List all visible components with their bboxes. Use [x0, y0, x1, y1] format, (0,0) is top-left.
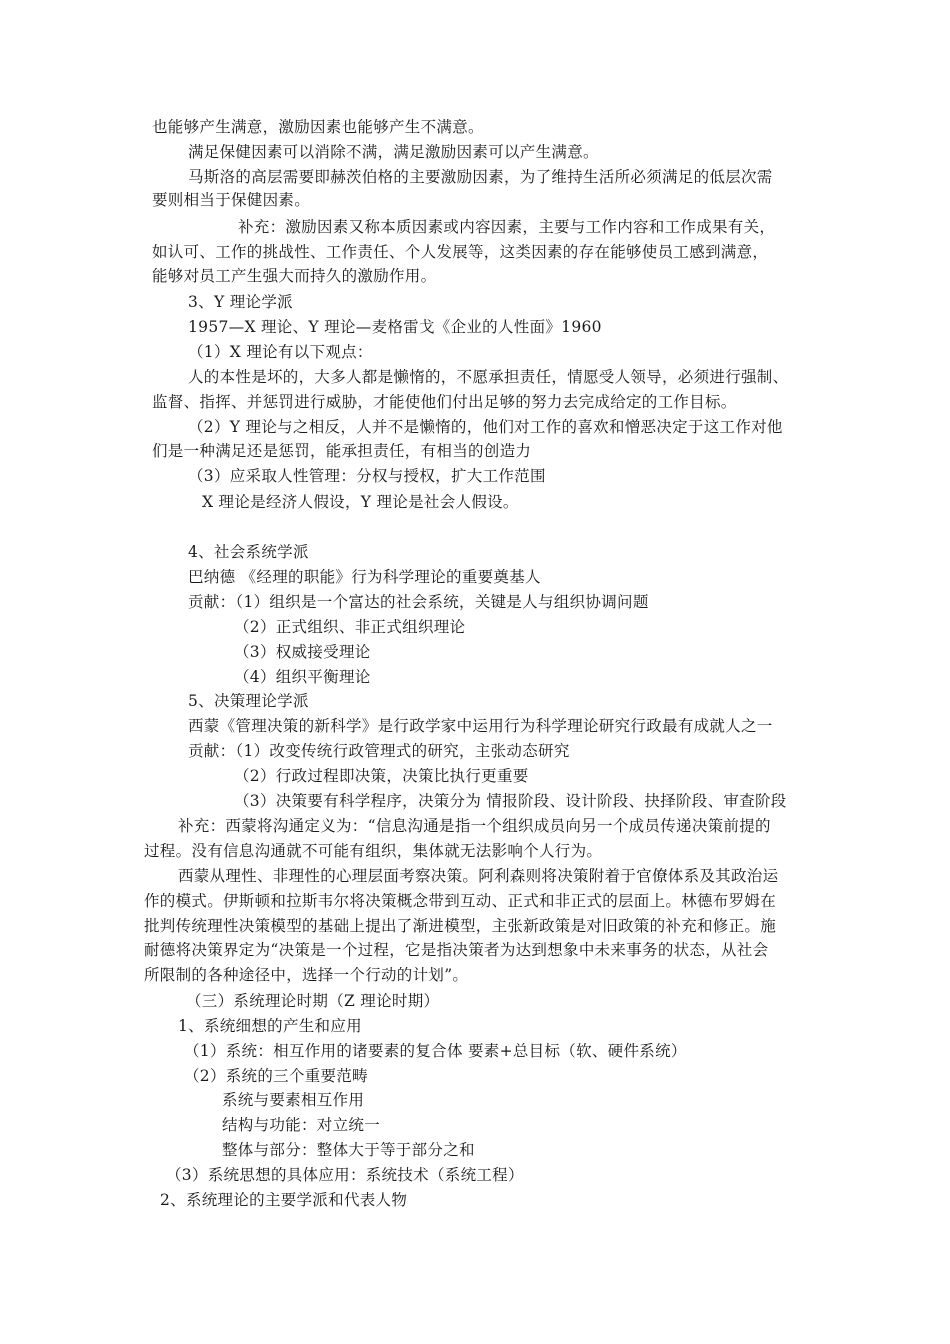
text-line: 所限制的各种途径中，选择一个行动的计划”。	[144, 966, 469, 984]
text-line: 能够对员工产生强大而持久的激励作用。	[152, 267, 437, 285]
text-line: 1957—X 理论、Y 理论—麦格雷戈《企业的人性面》1960	[188, 318, 602, 336]
text-line: 作的模式。伊斯顿和拉斯韦尔将决策概念带到互动、正式和非正式的层面上。林德布罗姆在	[144, 892, 777, 910]
section-heading: 3、Y 理论学派	[188, 293, 293, 311]
text-line: （2）系统的三个重要范畴	[184, 1067, 368, 1085]
text-line: （2）行政过程即决策，决策比执行更重要	[234, 767, 529, 785]
section-heading: 2、系统理论的主要学派和代表人物	[160, 1191, 408, 1209]
text-line: 如认可、工作的挑战性、工作责任、个人发展等，这类因素的存在能够使员工感到满意，	[152, 243, 769, 261]
text-line: 也能够产生满意，激励因素也能够产生不满意。	[152, 118, 484, 136]
section-heading: 1、系统细想的产生和应用	[178, 1017, 362, 1035]
text-line: 满足保健因素可以消除不满，满足激励因素可以产生满意。	[188, 143, 599, 161]
text-line: 巴纳德 《经理的职能》行为科学理论的重要奠基人	[188, 568, 541, 586]
text-line: （3）应采取人性管理：分权与授权，扩大工作范围	[188, 467, 546, 485]
text-line: 系统与要素相互作用	[222, 1091, 365, 1109]
section-heading: 4、社会系统学派	[188, 543, 309, 561]
text-line: 贡献：（1）组织是一个富达的社会系统，关键是人与组织协调问题	[188, 593, 649, 611]
text-line: 结构与功能：对立统一	[222, 1116, 381, 1134]
section-heading: 5、决策理论学派	[188, 692, 309, 710]
text-line: 补充：西蒙将沟通定义为：“信息沟通是指一个组织成员向另一个成员传递决策前提的	[178, 817, 771, 835]
text-line: （1）系统：相互作用的诸要素的复合体 要素+总目标（软、硬件系统）	[184, 1042, 687, 1060]
text-line: 西蒙《管理决策的新科学》是行政学家中运用行为科学理论研究行政最有成就人之一	[188, 717, 773, 735]
text-line: 们是一种满足还是惩罚，能承担责任，有相当的创造力	[152, 442, 532, 460]
text-line: （2）正式组织、非正式组织理论	[234, 618, 466, 636]
text-line: 要则相当于保健因素。	[152, 191, 311, 209]
text-line: （3）权威接受理论	[234, 643, 371, 661]
text-line: 耐德将决策界定为“决策是一个过程，它是指决策者为达到想象中未来事务的状态，从社会	[144, 941, 769, 959]
text-line: 补充：激励因素又称本质因素或内容因素，主要与工作内容和工作成果有关，	[238, 218, 776, 236]
section-heading: （三）系统理论时期（Z 理论时期）	[186, 992, 440, 1010]
text-line: （1）X 理论有以下观点：	[188, 343, 373, 361]
text-line: （3）系统思想的具体应用：系统技术（系统工程）	[166, 1166, 524, 1184]
text-line: 过程。没有信息沟通就不可能有组织，集体就无法影响个人行为。	[144, 842, 603, 860]
text-line: 批判传统理性决策模型的基础上提出了渐进模型，主张新政策是对旧政策的补充和修正。施	[144, 917, 777, 935]
text-line: 整体与部分：整体大于等于部分之和	[222, 1141, 475, 1159]
text-line: 贡献：（1）改变传统行政管理式的研究，主张动态研究	[188, 742, 570, 760]
text-line: 马斯洛的高层需要即赫茨伯格的主要激励因素，为了维持生活所必须满足的低层次需	[188, 168, 773, 186]
text-line: （2）Y 理论与之相反，人并不是懒惰的，他们对工作的喜欢和憎恶决定于这工作对他	[188, 418, 783, 436]
text-line: （3）决策要有科学程序，决策分为 情报阶段、设计阶段、抉择阶段、审查阶段	[234, 792, 787, 810]
text-line: X 理论是经济人假设，Y 理论是社会人假设。	[202, 493, 519, 511]
text-line: 西蒙从理性、非理性的心理层面考察决策。阿利森则将决策附着于官僚体系及其政治运	[178, 867, 779, 885]
text-line: 监督、指挥、并惩罚进行威胁，才能使他们付出足够的努力去完成给定的工作目标。	[152, 393, 737, 411]
text-line: 人的本性是坏的，大多人都是懒惰的，不愿承担责任，情愿受人领导，必须进行强制、	[188, 368, 789, 386]
text-line: （4）组织平衡理论	[234, 668, 371, 686]
